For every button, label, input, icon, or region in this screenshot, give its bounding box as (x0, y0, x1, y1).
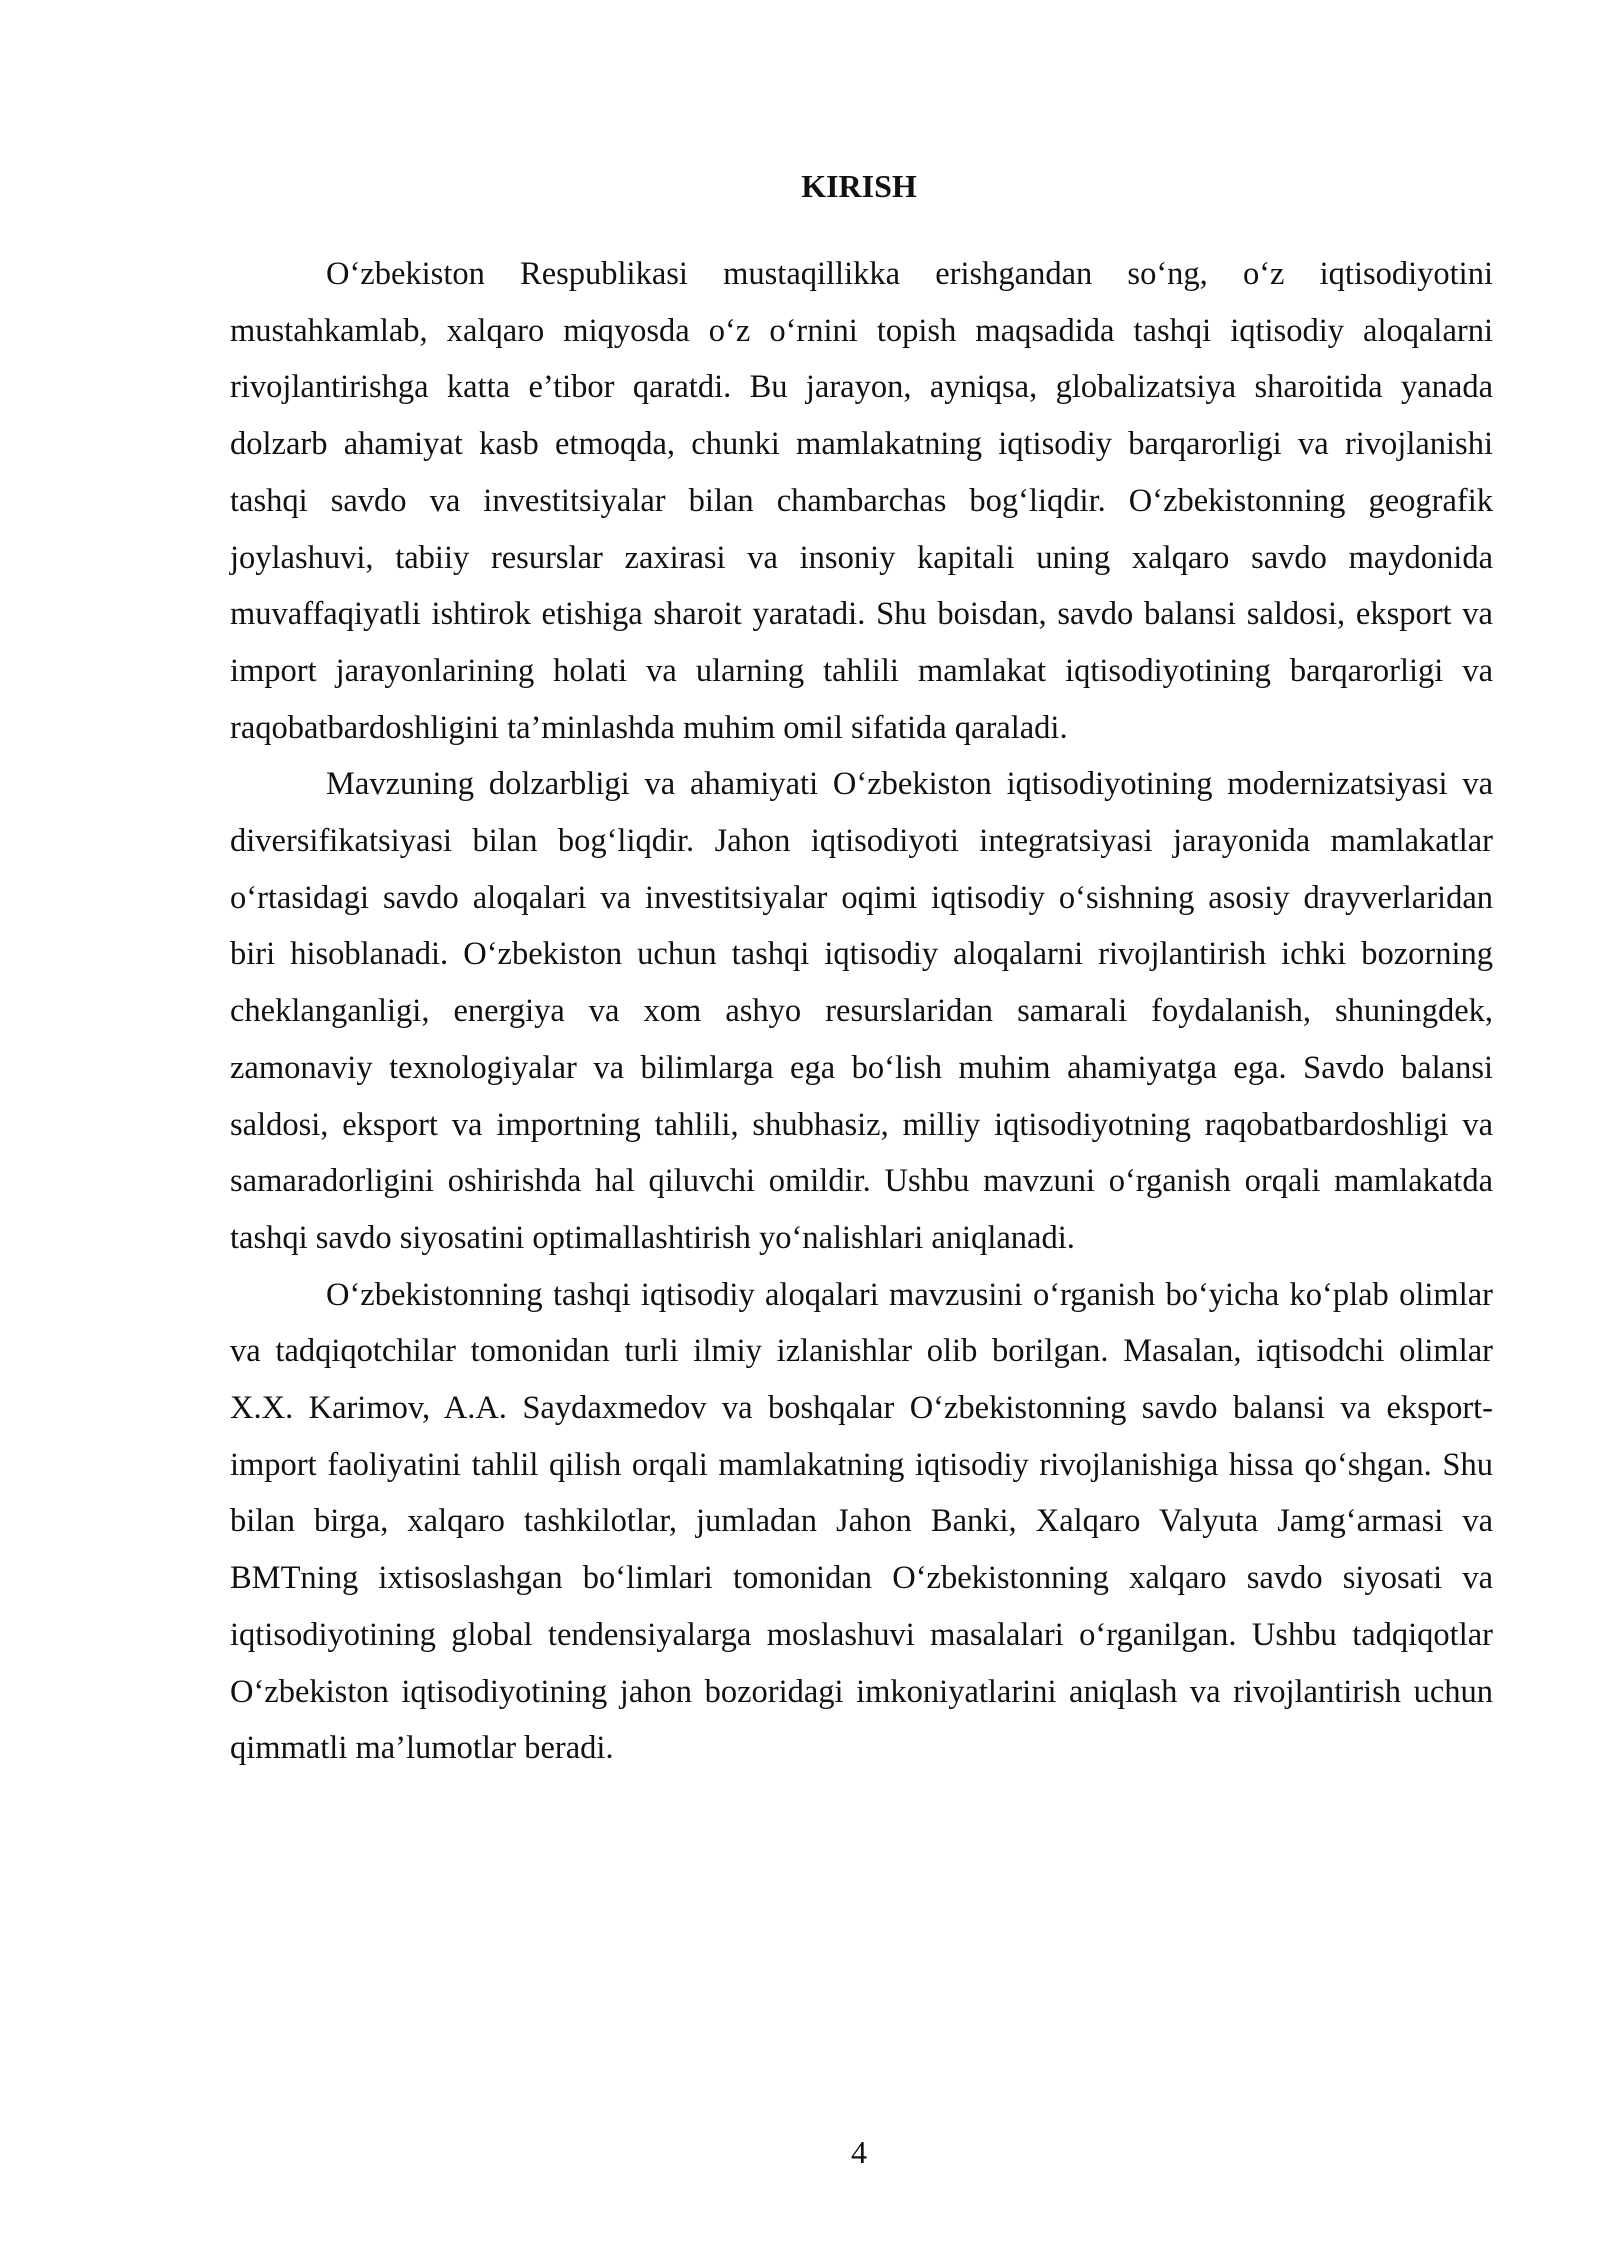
page-number: 4 (851, 2134, 867, 2170)
paragraph-introduction: O‘zbekiston Respublikasi mustaqillikka erishgandan so‘ng, o‘z iqtisodiyotini mustahkamlab, xalqaro miqyosda o‘z o‘rnini topish maqsadida tashqi iqtisodiy aloqalarni rivojlantirishga katta e’tibor qaratdi. Bu jarayon, ayniqsa, globalizatsiya sharoitida yanada dolzarb ahamiyat kasb etmoqda, chunki mamlakatning iqtisodiy barqarorligi va rivojlanishi tashqi savdo va investitsiyalar bilan chambarchas bog‘liqdir. O‘zbekistonning geografik joylashuvi, tabiiy resurslar zaxirasi va insoniy kapitali uning xalqaro savdo maydonida muvaffaqiyatli ishtirok etishiga sharoit yaratadi. Shu boisdan, savdo balansi saldosi, eksport va import jarayonlarining holati va ularning tahlili mamlakat iqtisodiyotining barqarorligi va raqobatbardoshligini ta’minlashda muhim omil sifatida qaraladi. (230, 256, 1493, 746)
body-text (230, 246, 1493, 1777)
page-heading: KIRISH (801, 168, 917, 204)
paragraph-relevance: Mavzuning dolzarbligi va ahamiyati O‘zbekiston iqtisodiyotining modernizatsiyasi va diversifikatsiyasi bilan bog‘liqdir. Jahon iqtisodiyoti integratsiyasi jarayonida mamlakatlar o‘rtasidagi savdo aloqalari va investitsiyalar oqimi iqtisodiy o‘sishning asosiy drayverlaridan biri hisoblanadi. O‘zbekiston uchun tashqi iqtisodiy aloqalarni rivojlantirish ichki bozorning cheklanganligi, energiya va xom ashyo resurslaridan samarali foydalanish, shuningdek, zamonaviy texnologiyalar va bilimlarga ega bo‘lish muhim ahamiyatga ega. Savdo balansi saldosi, eksport va importning tahlili, shubhasiz, milliy iqtisodiyotning raqobatbardoshligi va samaradorligini oshirishda hal qiluvchi omildir. Ushbu mavzuni o‘rganish orqali mamlakatda tashqi savdo siyosatini optimallashtirish yo‘nalishlari aniqlanadi. (230, 766, 1493, 1256)
paragraph-literature-review: O‘zbekistonning tashqi iqtisodiy aloqalari mavzusini o‘rganish bo‘yicha ko‘plab olimlar va tadqiqotchilar tomonidan turli ilmiy izlanishlar olib borilgan. Masalan, iqtisodchi olimlar X.X. Karimov, A.A. Saydaxmedov va boshqalar O‘zbekistonning savdo balansi va eksport-import faoliyatini tahlil qilish orqali mamlakatning iqtisodiy rivojlanishiga hissa qo‘shgan. Shu bilan birga, xalqaro tashkilotlar, jumladan Jahon Banki, Xalqaro Valyuta Jamg‘armasi va BMTning ixtisoslashgan bo‘limlari tomonidan O‘zbekistonning xalqaro savdo siyosati va iqtisodiyotining global tendensiyalarga moslashuvi masalalari o‘rganilgan. Ushbu tadqiqotlar O‘zbekiston iqtisodiyotining jahon bozoridagi imkoniyatlarini aniqlash va rivojlantirish uchun qimmatli ma’lumotlar beradi. (230, 1276, 1493, 1767)
